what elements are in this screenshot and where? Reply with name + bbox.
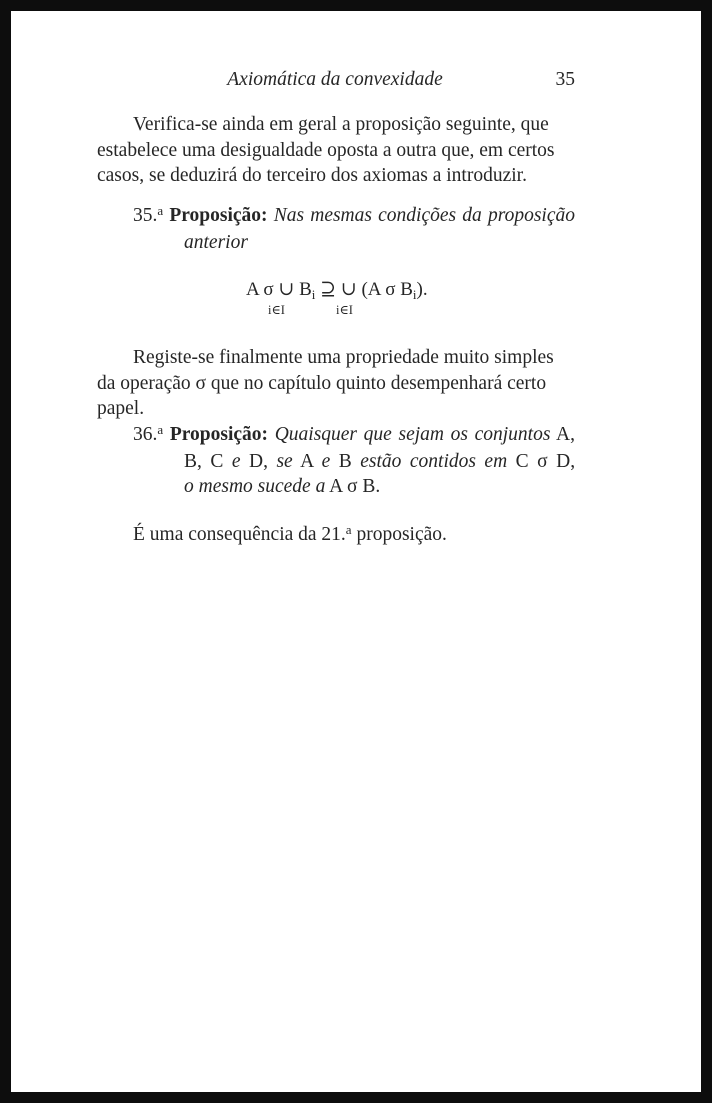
proposition-36-line-3 — [133, 474, 575, 500]
paragraph-1-line-1: Verifica-se ainda em geral a proposição seguinte, que — [133, 114, 549, 135]
proposition-36-estao-contidos: estão contidos em — [360, 450, 508, 472]
proposition-36-number: 36. — [133, 424, 158, 445]
proposition-35-statement-1: Nas mesmas condições da proposição — [273, 205, 575, 226]
paragraph-2 — [97, 345, 575, 422]
paragraph-3-ordinal: a — [345, 522, 352, 537]
proposition-35-label: Proposição: — [169, 205, 268, 226]
formula-end: ). — [416, 279, 428, 300]
paragraph-3 — [133, 522, 447, 549]
running-title: Axiomática da convexidade — [227, 69, 443, 90]
page-header — [95, 69, 575, 95]
paragraph-3-text-end: proposição. — [351, 524, 447, 545]
formula-left: A σ ∪ B — [246, 279, 312, 300]
proposition-36-label: Proposição: — [169, 424, 269, 445]
page-number: 35 — [555, 69, 575, 90]
proposition-36-line-2 — [133, 449, 575, 475]
formula-left-sub: i — [311, 287, 316, 302]
formula-index-1: i∈I — [268, 303, 285, 317]
proposition-36-se: se — [276, 450, 293, 472]
proposition-36-set-bc: B, C — [184, 450, 224, 472]
proposition-36-conj-e: e — [231, 450, 241, 472]
proposition-36-line-1-roman: A, — [556, 424, 575, 445]
proposition-35-statement-2: anterior — [184, 231, 248, 253]
formula-index-2: i∈I — [336, 303, 353, 317]
proposition-36-set-a: A — [300, 450, 314, 472]
proposition-36-line-3-italic: o mesmo sucede a — [184, 476, 326, 497]
formula — [246, 278, 428, 303]
paragraph-2-line-3: papel. — [97, 398, 145, 419]
paragraph-1-line-2: estabelece uma desigualdade oposta a outra que, em certos — [97, 139, 555, 161]
paragraph-1 — [97, 112, 575, 189]
proposition-36-c-sigma-d: C σ D, — [515, 450, 576, 472]
proposition-36-set-b: B — [338, 450, 352, 472]
formula-relation: ⊇ ∪ (A σ B — [315, 279, 413, 300]
proposition-36-ordinal: a — [157, 422, 164, 437]
paragraph-2-line-2: da operação σ que no capítulo quinto desempenhará certo — [97, 372, 547, 394]
proposition-36-line-1-italic: Quaisquer que sejam os conjuntos — [274, 424, 551, 445]
proposition-36-conj-e-2: e — [321, 450, 331, 472]
proposition-35-ordinal: a — [157, 203, 164, 218]
paragraph-2-line-1: Registe-se finalmente uma propriedade muito simples — [133, 347, 554, 368]
proposition-36 — [133, 422, 575, 500]
proposition-35-number: 35. — [133, 205, 158, 226]
paragraph-1-line-3: casos, se deduzirá do terceiro dos axiomas a introduzir. — [97, 165, 527, 186]
proposition-35 — [133, 203, 575, 255]
formula-right-sub: i — [412, 287, 417, 302]
paragraph-3-text: É uma consequência da 21. — [133, 524, 346, 545]
proposition-36-line-3-roman: A σ B. — [329, 476, 381, 497]
proposition-36-set-d: D, — [249, 450, 268, 472]
